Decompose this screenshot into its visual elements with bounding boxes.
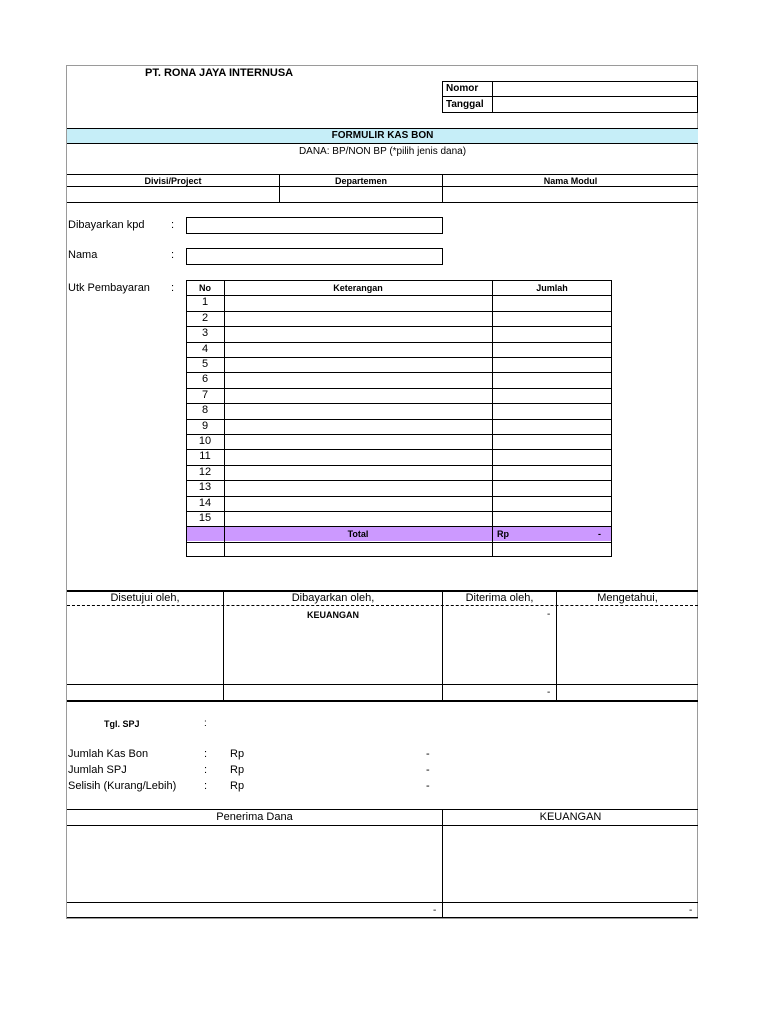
- jumlah-cell[interactable]: [493, 466, 611, 479]
- jumlah-spj-currency: Rp: [230, 764, 245, 776]
- jumlah-spj-value: -: [426, 764, 430, 776]
- nama-colon: :: [171, 249, 175, 261]
- jumlah-cell[interactable]: [493, 296, 611, 309]
- table-row-number: 1: [201, 296, 209, 308]
- jumlah-cell[interactable]: [493, 373, 611, 386]
- dibayarkan-oleh-header: Dibayarkan oleh,: [291, 592, 375, 604]
- selisih-label: Selisih (Kurang/Lebih): [68, 780, 177, 792]
- jumlah-cell[interactable]: [493, 420, 611, 433]
- jumlah-spj-label: Jumlah SPJ: [68, 764, 127, 776]
- jumlah-cell[interactable]: [493, 312, 611, 325]
- receipt-divider: [442, 809, 443, 918]
- divisi-input[interactable]: [68, 187, 278, 201]
- utk-colon: :: [171, 282, 175, 294]
- approval-sign-line: [67, 684, 698, 685]
- keterangan-cell[interactable]: [225, 296, 491, 309]
- jumlah-cell[interactable]: [493, 481, 611, 494]
- jumlah-kas-bon-colon: :: [204, 748, 208, 760]
- tanggal-input[interactable]: [494, 98, 697, 112]
- diterima-dash-top: -: [547, 609, 551, 620]
- total-value: -: [598, 529, 601, 539]
- table-row-number: 12: [198, 466, 212, 478]
- dibayarkan-input[interactable]: [186, 217, 443, 234]
- keterangan-cell[interactable]: [225, 343, 491, 356]
- keterangan-cell[interactable]: [225, 435, 491, 448]
- departemen-input[interactable]: [281, 187, 441, 201]
- table-row-number: 9: [201, 420, 209, 432]
- diterima-dash-bottom: -: [547, 687, 551, 698]
- jumlah-header: Jumlah: [536, 283, 568, 293]
- penerima-dana-header: Penerima Dana: [216, 811, 293, 823]
- keterangan-cell[interactable]: [225, 312, 491, 325]
- jumlah-kas-bon-currency: Rp: [230, 748, 245, 760]
- jumlah-cell[interactable]: [493, 435, 611, 448]
- selisih-colon: :: [204, 780, 208, 792]
- departemen-header: Departemen: [334, 176, 388, 186]
- jumlah-kas-bon-value: -: [426, 748, 430, 760]
- keterangan-cell[interactable]: [225, 466, 491, 479]
- total-currency: Rp: [497, 529, 509, 539]
- jumlah-cell[interactable]: [493, 512, 611, 525]
- nomor-column-divider: [492, 81, 493, 113]
- mengetahui-header: Mengetahui,: [597, 592, 658, 604]
- disetujui-header: Disetujui oleh,: [110, 592, 180, 604]
- keuangan-label: KEUANGAN: [306, 610, 359, 620]
- keterangan-cell[interactable]: [225, 497, 491, 510]
- jumlah-cell[interactable]: [493, 389, 611, 402]
- info-bottom-line: [67, 202, 698, 203]
- keterangan-cell[interactable]: [225, 373, 491, 386]
- receipt-bottom-line: [67, 917, 698, 918]
- dibayarkan-label: Dibayarkan kpd: [68, 219, 145, 231]
- table-row-number: 8: [201, 404, 209, 416]
- jumlah-cell[interactable]: [493, 450, 611, 463]
- keterangan-cell[interactable]: [225, 389, 491, 402]
- table-row-number: 10: [198, 435, 212, 447]
- utk-pembayaran-label: Utk Pembayaran: [68, 282, 150, 294]
- table-row-number: 4: [201, 343, 209, 355]
- jumlah-cell[interactable]: [493, 497, 611, 510]
- total-label: Total: [347, 529, 369, 539]
- table-row-number: 13: [198, 481, 212, 493]
- table-row-number: 5: [201, 358, 209, 370]
- company-name: PT. RONA JAYA INTERNUSA: [145, 67, 294, 79]
- table-row-line: [186, 542, 612, 543]
- table-row-number: 6: [201, 373, 209, 385]
- selisih-value: -: [426, 780, 430, 792]
- selisih-currency: Rp: [230, 780, 245, 792]
- nama-label: Nama: [68, 249, 98, 261]
- jumlah-cell[interactable]: [493, 327, 611, 340]
- nomor-label: Nomor: [446, 83, 479, 94]
- nama-input[interactable]: [186, 248, 443, 265]
- diterima-header: Diterima oleh,: [465, 592, 534, 604]
- receipt-top-line: [67, 809, 698, 810]
- nomor-divider: [442, 96, 698, 97]
- nama-modul-header: Nama Modul: [543, 176, 598, 186]
- keterangan-cell[interactable]: [225, 404, 491, 417]
- jumlah-kas-bon-label: Jumlah Kas Bon: [68, 748, 149, 760]
- receipt-header-line: [67, 825, 698, 826]
- approval-header-dash: [67, 605, 698, 606]
- jumlah-cell[interactable]: [493, 358, 611, 371]
- table-row-number: 15: [198, 512, 212, 524]
- jumlah-cell[interactable]: [493, 404, 611, 417]
- no-header: No: [199, 283, 211, 293]
- keterangan-cell[interactable]: [225, 512, 491, 525]
- penerima-dana-value: -: [433, 905, 437, 916]
- keterangan-cell[interactable]: [225, 420, 491, 433]
- nama-modul-input[interactable]: [444, 187, 697, 201]
- keterangan-cell[interactable]: [225, 450, 491, 463]
- form-subtitle: DANA: BP/NON BP (*pilih jenis dana): [298, 146, 467, 157]
- tanggal-label: Tanggal: [446, 99, 484, 110]
- table-row-number: 7: [201, 389, 209, 401]
- approval-bottom-line: [67, 700, 698, 702]
- keterangan-cell[interactable]: [225, 481, 491, 494]
- nomor-input[interactable]: [494, 82, 697, 95]
- receipt-sign-line: [67, 902, 698, 903]
- table-row-number: 3: [201, 327, 209, 339]
- form-title: FORMULIR KAS BON: [331, 130, 434, 141]
- form-title-bar: [67, 128, 698, 144]
- table-row-number: 2: [201, 312, 209, 324]
- table-row-number: 11: [199, 450, 211, 462]
- tgl-spj-label: Tgl. SPJ: [104, 719, 140, 729]
- keterangan-header: Keterangan: [333, 283, 383, 293]
- table-row-number: 14: [198, 497, 212, 509]
- keuangan-receipt-value: -: [689, 905, 693, 916]
- tgl-spj-colon: :: [204, 718, 207, 729]
- keterangan-cell[interactable]: [225, 358, 491, 371]
- dibayarkan-colon: :: [171, 219, 175, 231]
- keuangan-receipt-header: KEUANGAN: [539, 811, 602, 823]
- divisi-header: Divisi/Project: [144, 176, 202, 186]
- keterangan-cell[interactable]: [225, 327, 491, 340]
- jumlah-cell[interactable]: [493, 343, 611, 356]
- jumlah-spj-colon: :: [204, 764, 208, 776]
